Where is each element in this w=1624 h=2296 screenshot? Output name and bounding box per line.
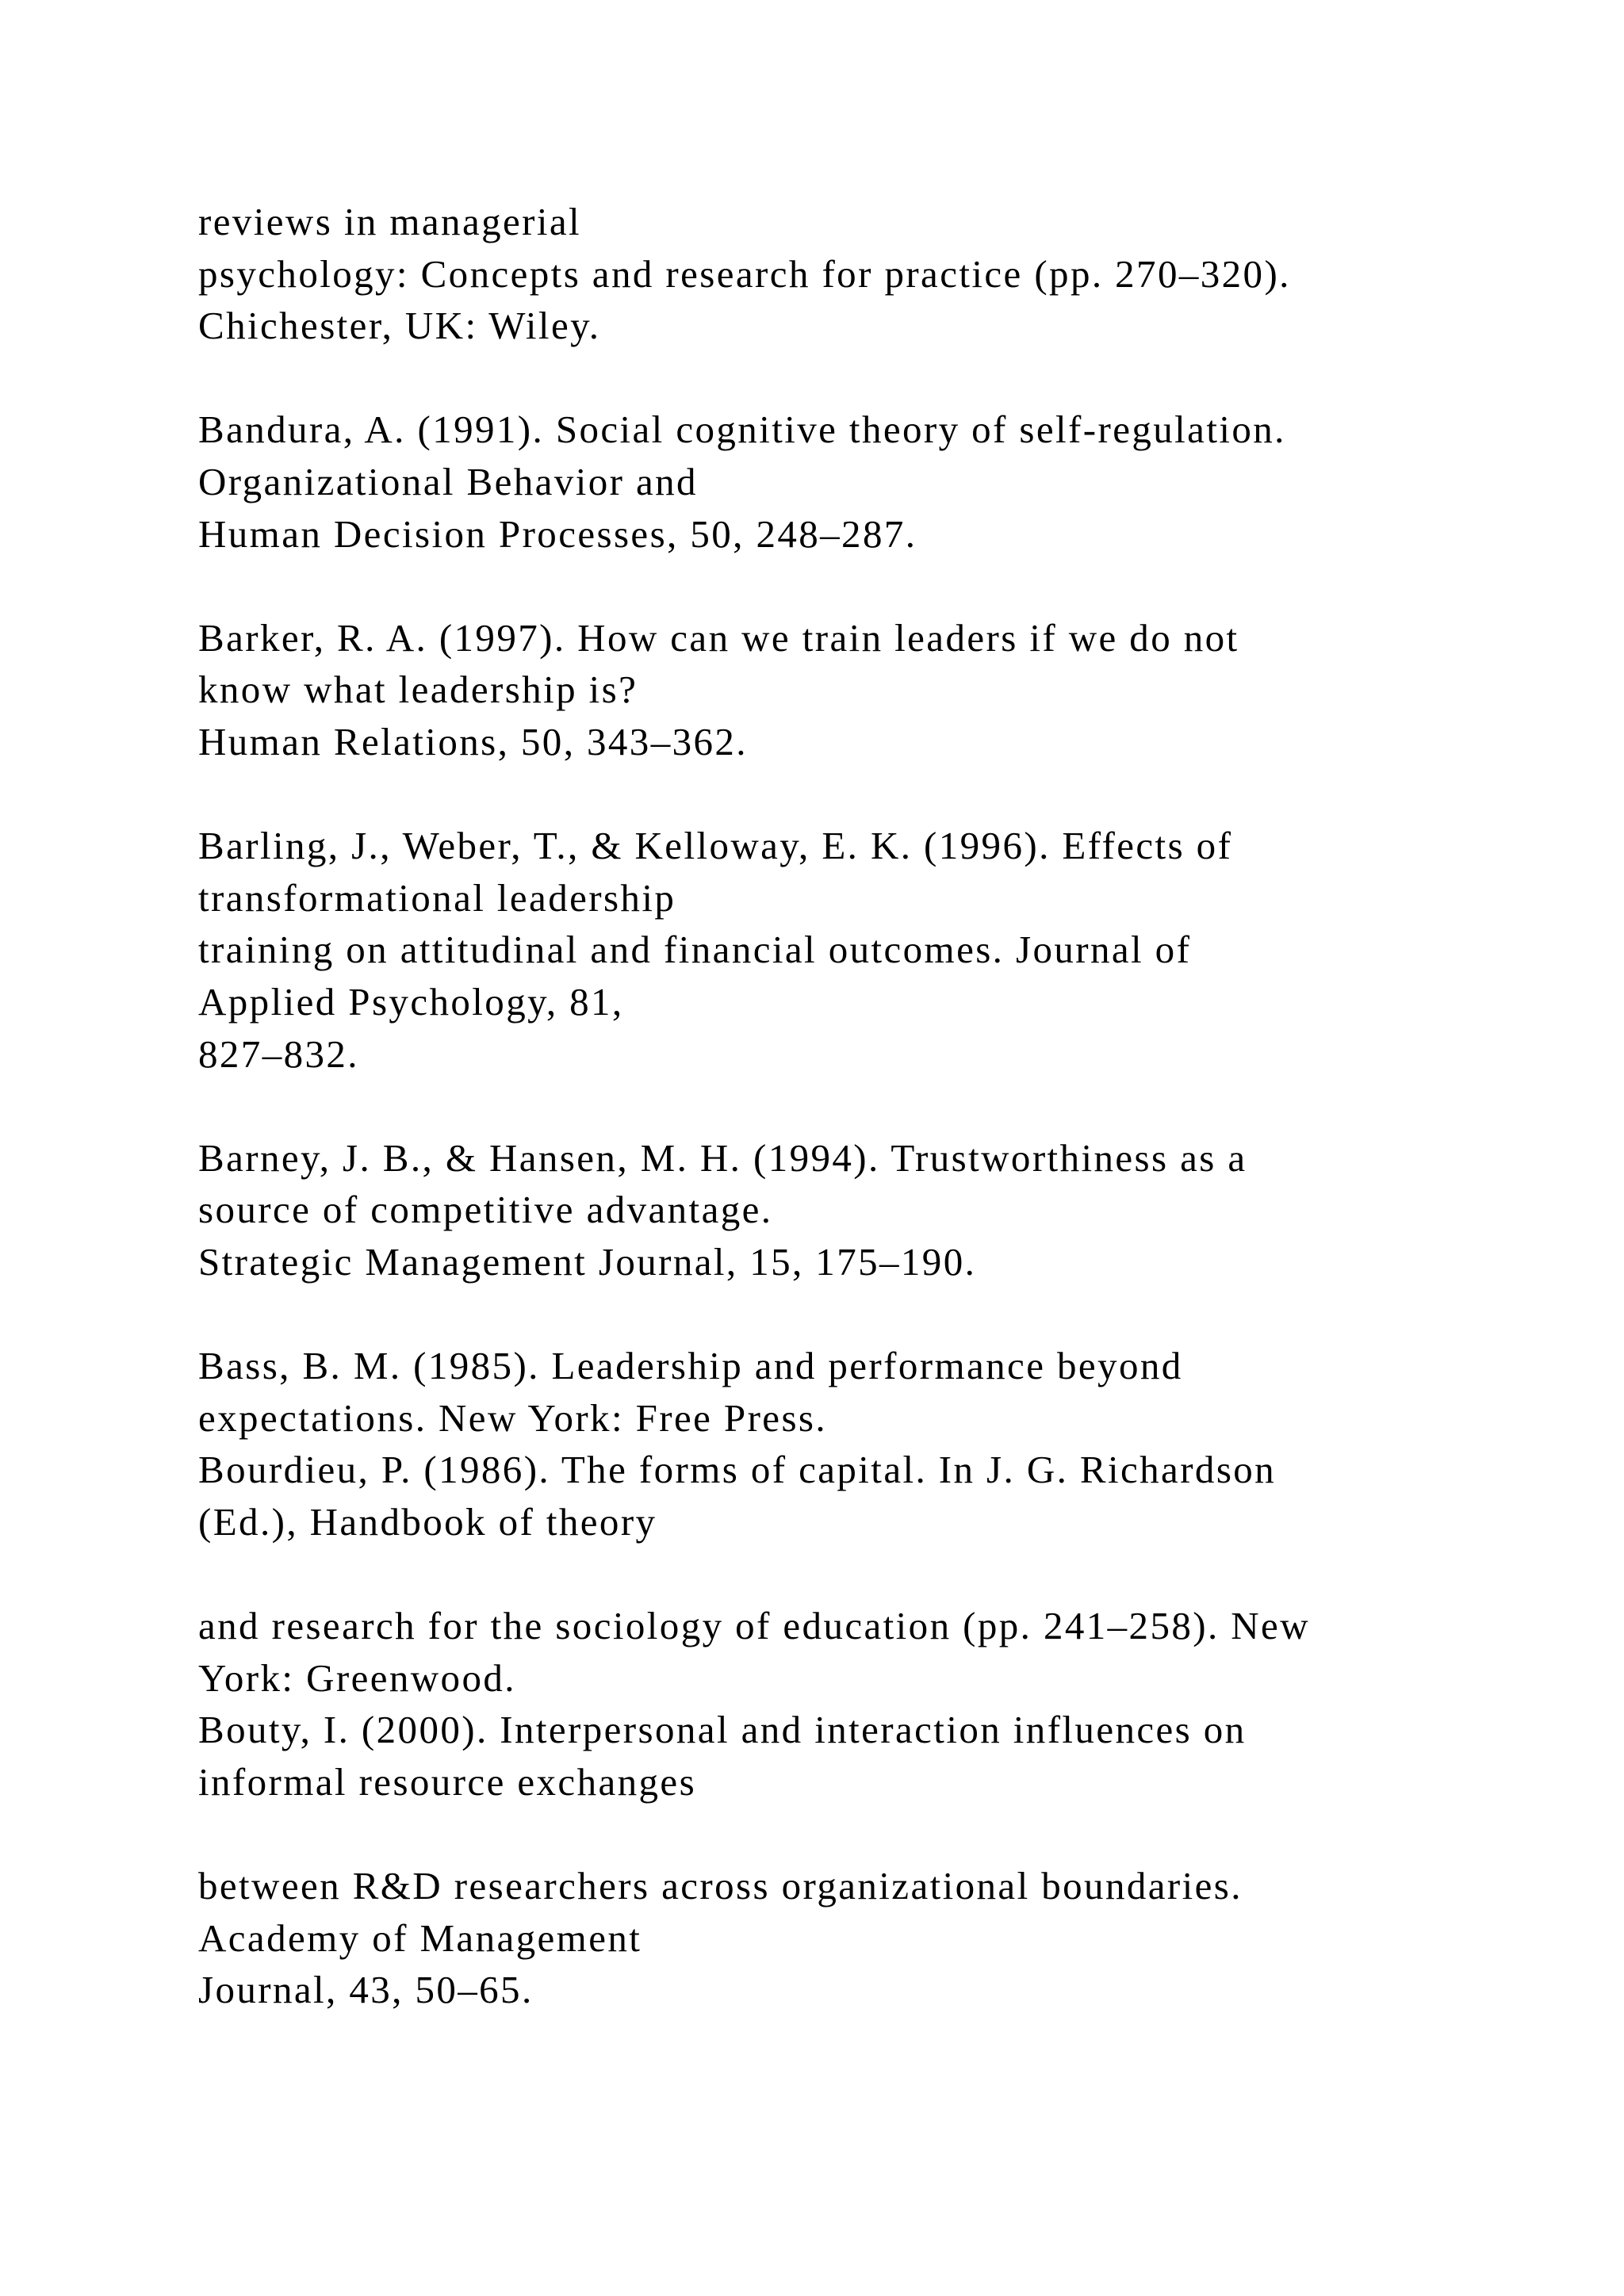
blank-line xyxy=(198,560,1546,612)
reference-line: York: Greenwood. xyxy=(198,1655,516,1700)
reference-line: and research for the sociology of education (pp. 241–258). New xyxy=(198,1604,1310,1648)
blank-line xyxy=(198,1080,1546,1132)
reference-line: psychology: Concepts and research for practice (pp. 270–320). xyxy=(198,251,1291,296)
reference-list xyxy=(198,196,1546,2016)
reference-line: Organizational Behavior and xyxy=(198,459,698,503)
reference-line: Barling, J., Weber, T., & Kelloway, E. K. (1996). Effects of xyxy=(198,824,1233,868)
reference-line: Bass, B. M. (1985). Leadership and performance beyond xyxy=(198,1344,1183,1388)
reference-line: Barker, R. A. (1997). How can we train leaders if we do not xyxy=(198,615,1239,660)
blank-line xyxy=(198,1288,1546,1340)
reference-line: source of competitive advantage. xyxy=(198,1188,773,1232)
blank-line xyxy=(198,1808,1546,1860)
reference-line: Bouty, I. (2000). Interpersonal and interaction influences on xyxy=(198,1708,1247,1752)
reference-line: training on attitudinal and financial outcomes. Journal of xyxy=(198,928,1192,972)
blank-line xyxy=(198,1548,1546,1600)
reference-line: Academy of Management xyxy=(198,1915,642,1960)
reference-line: 827–832. xyxy=(198,1031,359,1076)
reference-line: Human Relations, 50, 343–362. xyxy=(198,719,748,763)
blank-line xyxy=(198,352,1546,404)
reference-line: Barney, J. B., & Hansen, M. H. (1994). Trustworthiness as a xyxy=(198,1135,1247,1180)
reference-line: Bourdieu, P. (1986). The forms of capital. In J. G. Richardson xyxy=(198,1448,1277,1492)
reference-line: Journal, 43, 50–65. xyxy=(198,1968,534,2012)
reference-line: informal resource exchanges xyxy=(198,1759,697,1804)
blank-line xyxy=(198,768,1546,821)
reference-line: know what leadership is? xyxy=(198,668,638,712)
reference-line: Chichester, UK: Wiley. xyxy=(198,304,601,348)
reference-line: Strategic Management Journal, 15, 175–190. xyxy=(198,1239,977,1284)
reference-line: Human Decision Processes, 50, 248–287. xyxy=(198,511,917,556)
reference-line: between R&D researchers across organizational boundaries. xyxy=(198,1864,1243,1908)
reference-line: Applied Psychology, 81, xyxy=(198,979,624,1024)
reference-line: transformational leadership xyxy=(198,875,676,920)
reference-line: (Ed.), Handbook of theory xyxy=(198,1499,657,1544)
reference-line: expectations. New York: Free Press. xyxy=(198,1395,828,1440)
reference-line: reviews in managerial xyxy=(198,200,582,243)
reference-line: Bandura, A. (1991). Social cognitive theory of self-regulation. xyxy=(198,408,1286,452)
